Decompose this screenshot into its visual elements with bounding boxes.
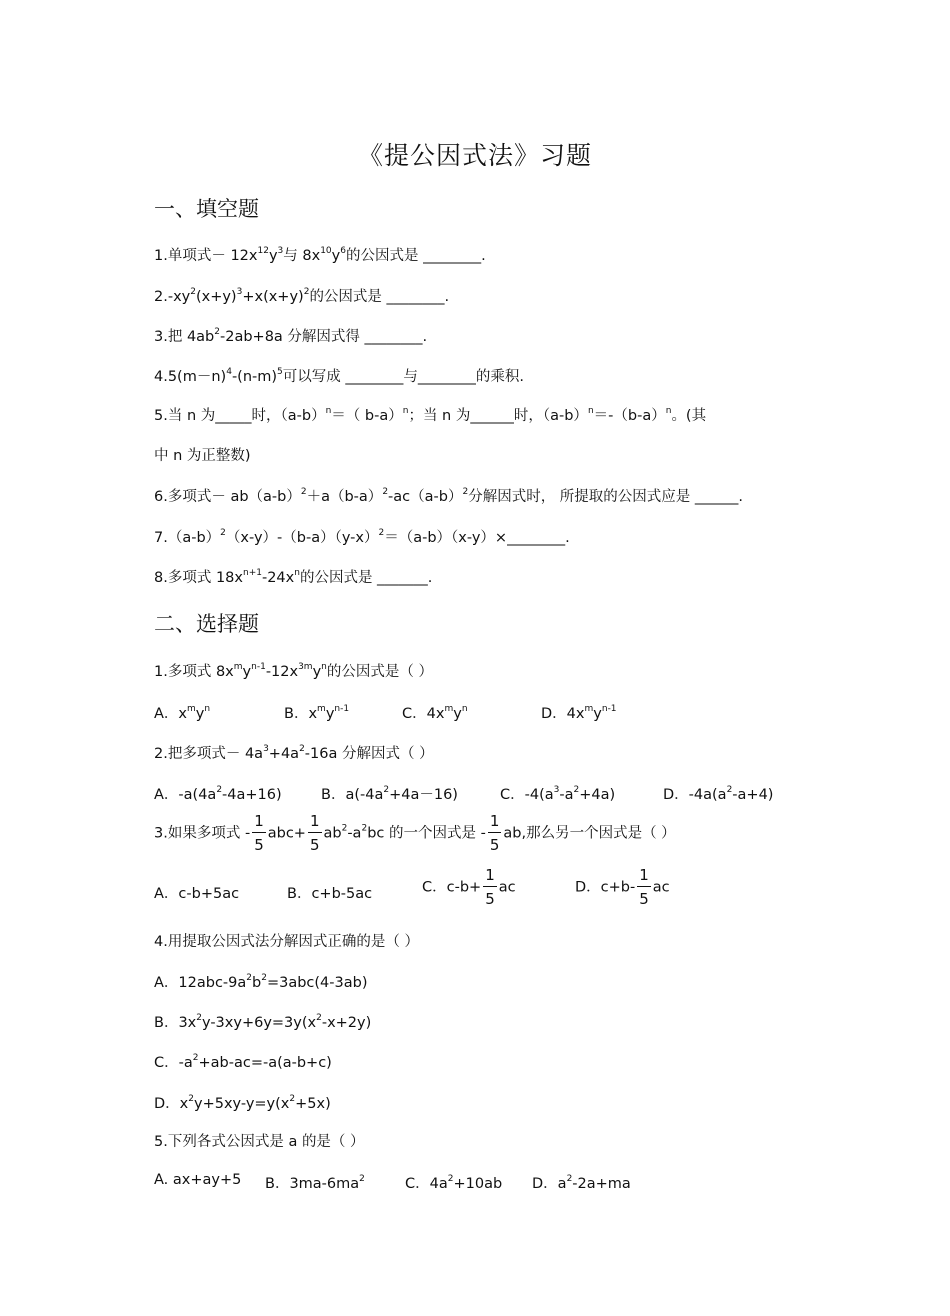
fill-question-6: 6.多项式－ $ab(a-b)^2+a(b-a)^2-ac(a-b)^2$分解因式时， 所提取的公因式应是 ______. [154, 487, 744, 505]
option-b[interactable]: B．$3x^2y-3xy+6y=3y(x^2-x+2y)$ [154, 1013, 372, 1031]
fraction: $\frac{1}{5}$ [309, 812, 320, 854]
option-b[interactable]: B．$3ma-6ma^2$ [265, 1174, 365, 1192]
option-d[interactable]: D．c+b- $\frac{1}{5}$ ac [575, 866, 670, 908]
fill-question-7: $7.(a-b)^2(x-y)-(b-a)(y-x)^2=(a-b)(x-y)\times\_\_\_\_\_\_\_\_$. [154, 528, 570, 546]
choice-question-4: 4.用提取公因式法分解因式正确的是（ ） [154, 934, 419, 950]
choice-question-1: 1.多项式 $8x^my^{n-1}-12x^{3m}y^n$的公因式是（ ） [154, 662, 433, 680]
fill-question-3: 3.把 $4ab^2-2ab+8a$ 分解因式得 ________. [154, 327, 428, 345]
fill-question-1: 1.单项式－ $12x^{12}y^3$与 $8x^{10}y^6$的公因式是 ________. [154, 246, 486, 264]
option-c[interactable]: C．$4a^2+10ab$ [405, 1174, 503, 1192]
fraction: $\frac{1}{5}$ [639, 866, 649, 908]
option-a[interactable]: A．$12abc-9a^2b^2=3abc(4-3ab)$ [154, 973, 368, 991]
fill-question-5-continued: 中 n 为正整数) [154, 448, 251, 464]
option-d[interactable]: D．$x^2y+5xy-y=y(x^2+5x)$ [154, 1094, 331, 1112]
fill-question-8: 8.多项式 $18x^{n+1}-24x^n$的公因式是 _______. [154, 568, 433, 586]
option-a[interactable]: A. ax+ay+5 [154, 1172, 242, 1188]
option-a[interactable]: A．$-a(4a^2-4a+16)$ [154, 785, 282, 803]
option-d[interactable]: D．$a^2-2a+ma$ [532, 1174, 631, 1192]
fill-question-4: $4.5(m-n)^4-(n-m)^5$可以写成 ________与________的乘积. [154, 367, 524, 385]
fraction: $\frac{1}{5}$ [489, 812, 500, 854]
option-c[interactable]: C．$-4(a^3-a^2+4a)$ [500, 785, 616, 803]
option-b[interactable]: B．c+b-5ac [287, 886, 373, 902]
choice-question-5: 5.下列各式公因式是 a 的是（ ） [154, 1134, 365, 1150]
section-fill-in-heading: 一、填空题 [154, 197, 259, 221]
fill-question-2: $2.-xy^2(x+y)^3+x(x+y)^2$的公因式是 ________. [154, 287, 450, 305]
choice-question-3: 3.如果多项式 - $\frac{1}{5}$ abc+ $\frac{1}{5}$ $ab^2-a^2bc$ 的一个因式是 - $\frac{1}{5}$ ab,那么另一个因式是（ ） [154, 812, 676, 854]
fill-question-5: 5.当 n 为_____时，$(a-b)^n=$（ b-a）$^n$；当 n 为______时，$(a-b)^n=-(b-a)^n$。(其 [154, 406, 707, 424]
option-d[interactable]: D．$4x^my^{n-1}$ [541, 704, 617, 722]
page-title: 《提公因式法》习题 [357, 141, 592, 170]
section-choice-heading: 二、选择题 [154, 612, 259, 636]
option-a[interactable]: A．$x^my^n$ [154, 704, 211, 722]
option-d[interactable]: D．$-4a(a^2-a+4)$ [663, 785, 774, 803]
option-b[interactable]: B．$x^my^{n-1}$ [284, 704, 350, 722]
choice-question-2: 2.把多项式－ $4a^3+4a^2-16a$ 分解因式（ ） [154, 744, 434, 762]
option-c[interactable]: C．c-b+ $\frac{1}{5}$ ac [422, 866, 516, 908]
option-c[interactable]: C．$4x^my^n$ [402, 704, 468, 722]
option-b[interactable]: B．$a(-4a^2+4a-16)$ [321, 785, 458, 803]
option-a[interactable]: A．c-b+5ac [154, 886, 240, 902]
option-c[interactable]: C．$-a^2+ab-ac=-a(a-b+c)$ [154, 1053, 332, 1071]
fraction: $\frac{1}{5}$ [485, 866, 495, 908]
fraction: $\frac{1}{5}$ [254, 812, 264, 854]
choice-question-3-options [154, 868, 854, 918]
